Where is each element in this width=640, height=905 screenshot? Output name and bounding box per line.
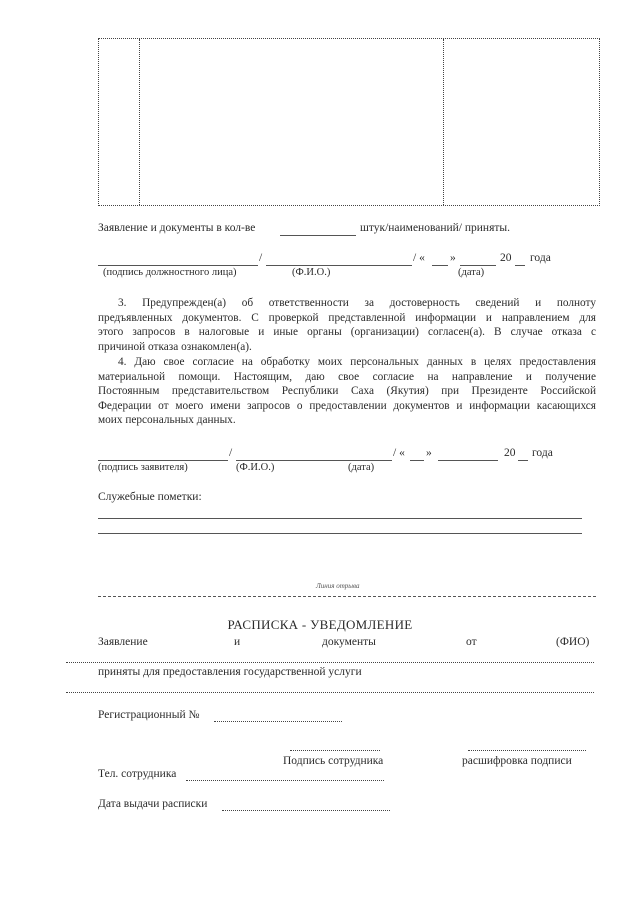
quote-close: » xyxy=(426,447,432,459)
label-date: (дата) xyxy=(348,462,375,473)
document-table xyxy=(98,38,600,206)
receipt-accepted-text: приняты для предоставления государственной услуги xyxy=(98,666,362,678)
receipt-word: документы xyxy=(322,636,376,648)
service-notes-label: Служебные пометки: xyxy=(98,491,202,503)
month-field-line xyxy=(460,265,496,266)
receipt-word: и xyxy=(234,636,241,648)
paragraph-4-line: материальной помощи. Настоящим, даю свое согласие на направление и получение xyxy=(98,370,596,383)
year-field-line xyxy=(515,265,525,266)
paragraph-4-line: Постоянным представительством Республики Саха (Якутия) при Президенте Российской xyxy=(98,385,596,398)
year-prefix: 20 xyxy=(500,252,512,264)
issue-date-line xyxy=(222,810,390,811)
slash: / xyxy=(229,447,233,459)
employee-phone-label: Тел. сотрудника xyxy=(98,768,177,780)
paragraph-4-line: Федерации от моего имени запросов о предоставлении документов и информации касающихся xyxy=(98,399,596,412)
employee-signature-line xyxy=(290,750,380,751)
signature-decoding-line xyxy=(468,750,586,751)
acceptance-text: Заявление и документы в кол-ве xyxy=(98,222,256,234)
year-suffix: года xyxy=(532,447,553,459)
paragraph-4-line: 4. Даю свое согласие на обработку моих персональных данных в целях предоставления xyxy=(118,356,596,368)
paragraph-3-line: причиной отказа ознакомлен(а). xyxy=(98,340,252,353)
day-field-line xyxy=(410,460,424,461)
applicant-signature-line xyxy=(98,460,228,461)
count-field-line xyxy=(280,235,356,236)
year-suffix: года xyxy=(530,252,551,264)
year-field-line xyxy=(518,460,528,461)
paragraph-3-line: предъявленных документов. С проверкой представленной информации и направлением для xyxy=(98,311,596,324)
signature-decoding-label: расшифровка подписи xyxy=(462,755,572,767)
paragraph-3-line: 3. Предупрежден(а) об ответственности за достоверность сведений и полноту xyxy=(118,297,596,309)
label-applicant-signature: (подпись заявителя) xyxy=(98,462,188,473)
paragraph-3 xyxy=(98,296,596,354)
year-prefix: 20 xyxy=(504,447,516,459)
label-official-signature: (подпись должностного лица) xyxy=(103,267,237,278)
label-fio: (Ф.И.О.) xyxy=(236,462,275,473)
receipt-word: (ФИО) xyxy=(556,636,590,648)
table-column-divider xyxy=(139,39,140,205)
acceptance-text-after: штук/наименований/ приняты. xyxy=(360,222,511,234)
cut-line xyxy=(98,596,596,597)
paragraph-3-line: этого запросов в налоговые и иные органы (организации) согласен(а). В случае отказа с xyxy=(98,326,596,339)
employee-phone-line xyxy=(186,780,384,781)
day-field-line xyxy=(432,265,448,266)
reg-number-line xyxy=(214,721,342,722)
official-signature-line xyxy=(98,265,258,266)
label-fio: (Ф.И.О.) xyxy=(292,267,331,278)
receipt-word: Заявление xyxy=(98,636,148,648)
paragraph-4-line: моих персональных данных. xyxy=(98,414,236,427)
label-date: (дата) xyxy=(458,267,485,278)
applicant-name-line xyxy=(66,662,594,663)
table-column-divider xyxy=(443,39,444,205)
quote-close: » xyxy=(450,252,456,264)
slash: / xyxy=(259,252,263,264)
cut-line-label: Линия отрыва xyxy=(316,582,360,590)
receipt-accepted-line xyxy=(66,692,594,693)
service-notes-line xyxy=(98,518,582,519)
official-fio-line xyxy=(266,265,412,266)
employee-signature-label: Подпись сотрудника xyxy=(283,755,384,767)
reg-number-label: Регистрационный № xyxy=(98,709,200,721)
month-field-line xyxy=(438,460,498,461)
receipt-title: РАСПИСКА - УВЕДОМЛЕНИЕ xyxy=(227,617,413,632)
paragraph-4 xyxy=(98,355,596,428)
service-notes-line xyxy=(98,533,582,534)
receipt-word: от xyxy=(466,636,477,648)
applicant-fio-line xyxy=(236,460,392,461)
issue-date-label: Дата выдачи расписки xyxy=(98,798,208,810)
quote-open: / « xyxy=(413,252,425,264)
quote-open: / « xyxy=(393,447,405,459)
